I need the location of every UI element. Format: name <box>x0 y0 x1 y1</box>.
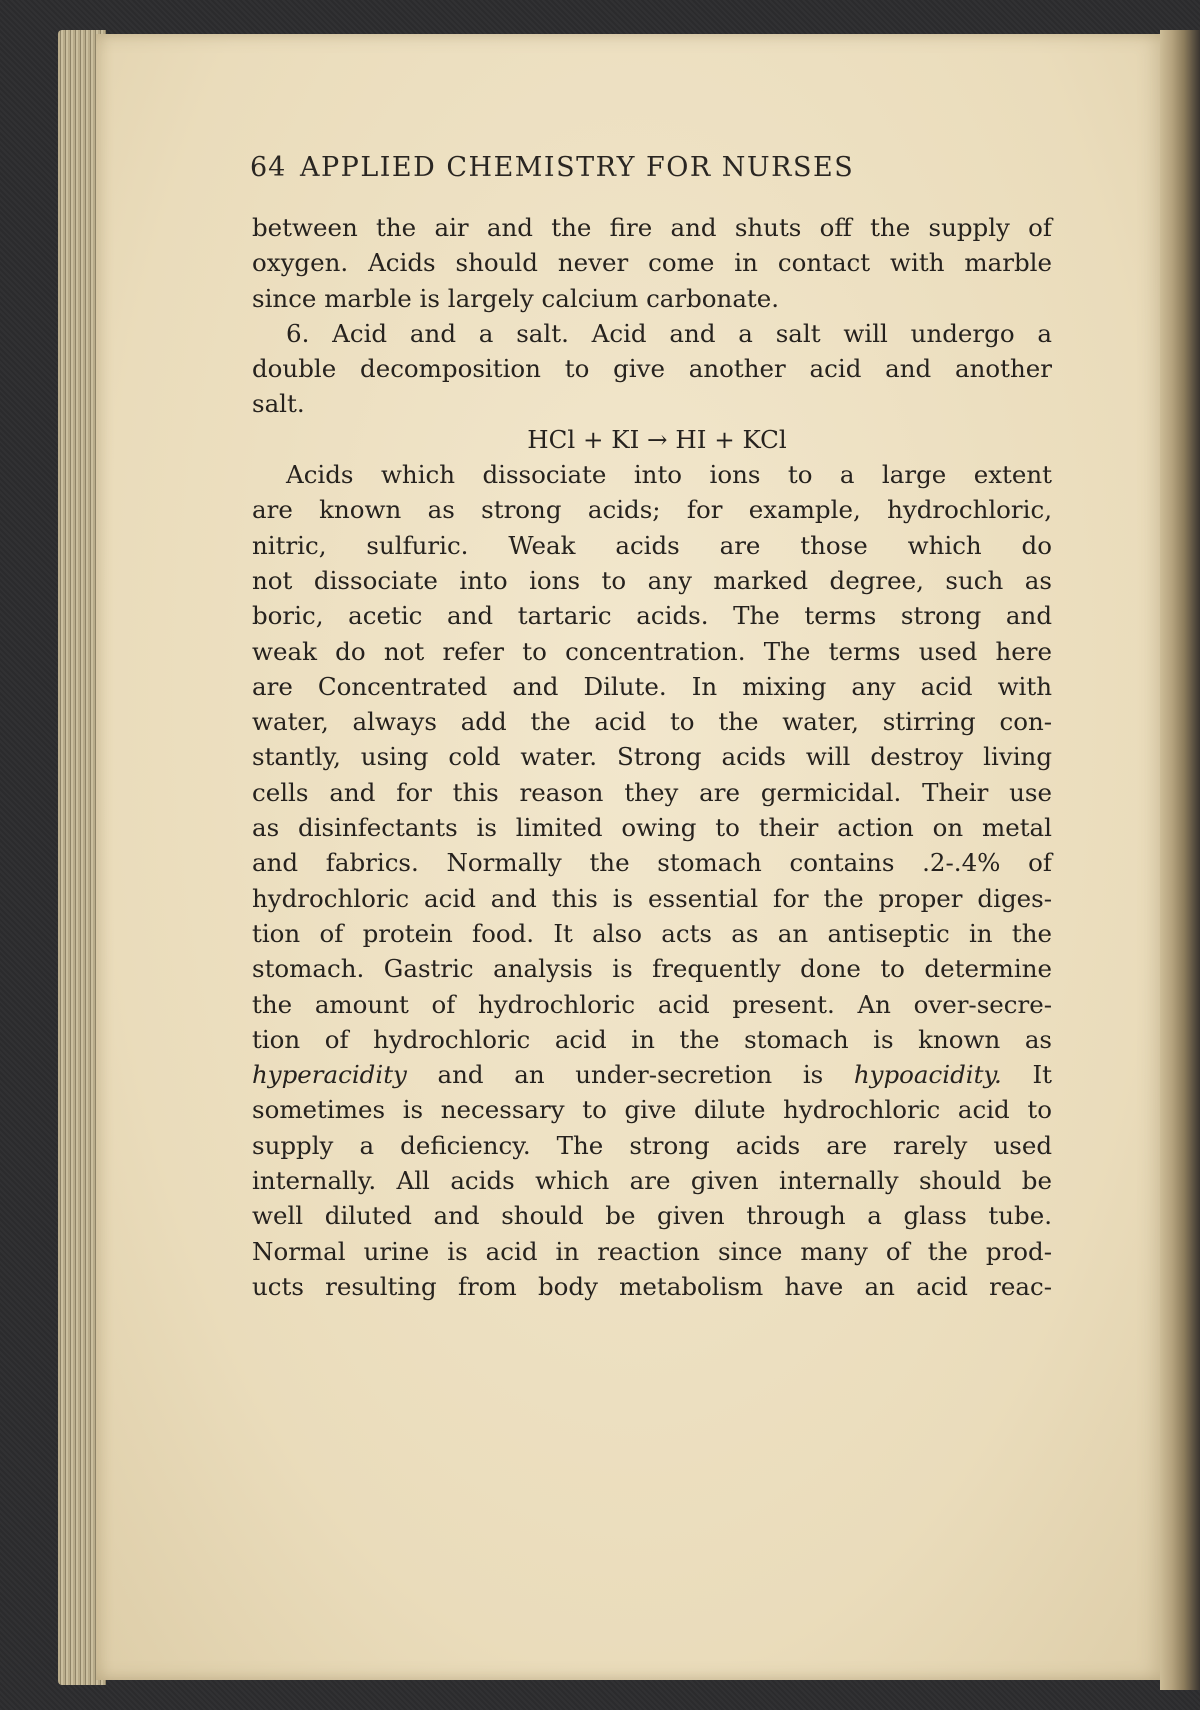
text-line-mixed <box>252 1057 1052 1092</box>
text-line: sometimes is necessary to give dilute hydrochloric acid to <box>252 1095 1052 1125</box>
text-line: supply a deficiency. The strong acids are rarely used <box>252 1130 1052 1160</box>
text-line: Acids which dissociate into ions to a large extent <box>286 460 1052 490</box>
page-header <box>250 152 1010 183</box>
text-line: between the air and the fire and shuts off the supply of <box>252 213 1052 242</box>
text-line: the amount of hydrochloric acid present. An over-secre- <box>252 989 1052 1019</box>
text-line: hydrochloric acid and this is essential for the proper diges- <box>252 883 1052 913</box>
italic-term-hyperacidity: hyperacidity <box>252 1060 407 1090</box>
text-fragment: It <box>1001 1060 1053 1090</box>
text-line: nitric, sulfuric. Weak acids are those which do <box>252 530 1052 560</box>
text-line: salt. <box>252 389 305 419</box>
text-line: stantly, using cold water. Strong acids will destroy living <box>252 742 1052 772</box>
text-line: are Concentrated and Dilute. In mixing any acid with <box>252 671 1052 701</box>
text-line: ucts resulting from body metabolism have an acid reac- <box>252 1271 1052 1301</box>
body-text <box>252 210 1052 1304</box>
text-fragment: and an under-secretion is <box>406 1060 854 1090</box>
text-line: well diluted and should be given through a glass tube. <box>252 1201 1052 1231</box>
text-line: are known as strong acids; for example, hydrochloric, <box>252 495 1052 525</box>
text-line: 6. Acid and a salt. Acid and a salt will undergo a <box>286 318 1052 348</box>
text-line: Normal urine is acid in reaction since many of the prod- <box>252 1236 1052 1266</box>
text-line: double decomposition to give another acid and another <box>252 354 1052 384</box>
italic-term-hypoacidity: hypoacidity. <box>853 1060 1002 1090</box>
text-line: cells and for this reason they are germicidal. Their use <box>252 777 1052 807</box>
text-line: and fabrics. Normally the stomach contains .2-.4% of <box>252 848 1052 878</box>
text-line: tion of protein food. It also acts as an antiseptic in the <box>252 918 1052 948</box>
text-line: stomach. Gastric analysis is frequently done to determine <box>252 954 1052 984</box>
running-head: APPLIED CHEMISTRY FOR NURSES <box>300 152 855 183</box>
chemical-equation: HCl + KI → HI + KCl <box>527 424 787 454</box>
text-line: weak do not refer to concentration. The terms used here <box>252 636 1052 666</box>
text-line: as disinfectants is limited owing to their action on metal <box>252 813 1052 843</box>
page-gutter <box>1160 30 1200 1690</box>
text-line: since marble is largely calcium carbonate. <box>252 283 780 313</box>
text-line: oxygen. Acids should never come in contact with marble <box>252 248 1052 278</box>
text-line: tion of hydrochloric acid in the stomach is known as <box>252 1024 1052 1054</box>
text-line: internally. All acids which are given internally should be <box>252 1166 1052 1196</box>
text-line: water, always add the acid to the water, stirring con- <box>252 707 1052 737</box>
page-number: 64 <box>250 152 287 183</box>
text-line: boric, acetic and tartaric acids. The terms strong and <box>252 601 1052 631</box>
text-line: not dissociate into ions to any marked degree, such as <box>252 565 1052 595</box>
